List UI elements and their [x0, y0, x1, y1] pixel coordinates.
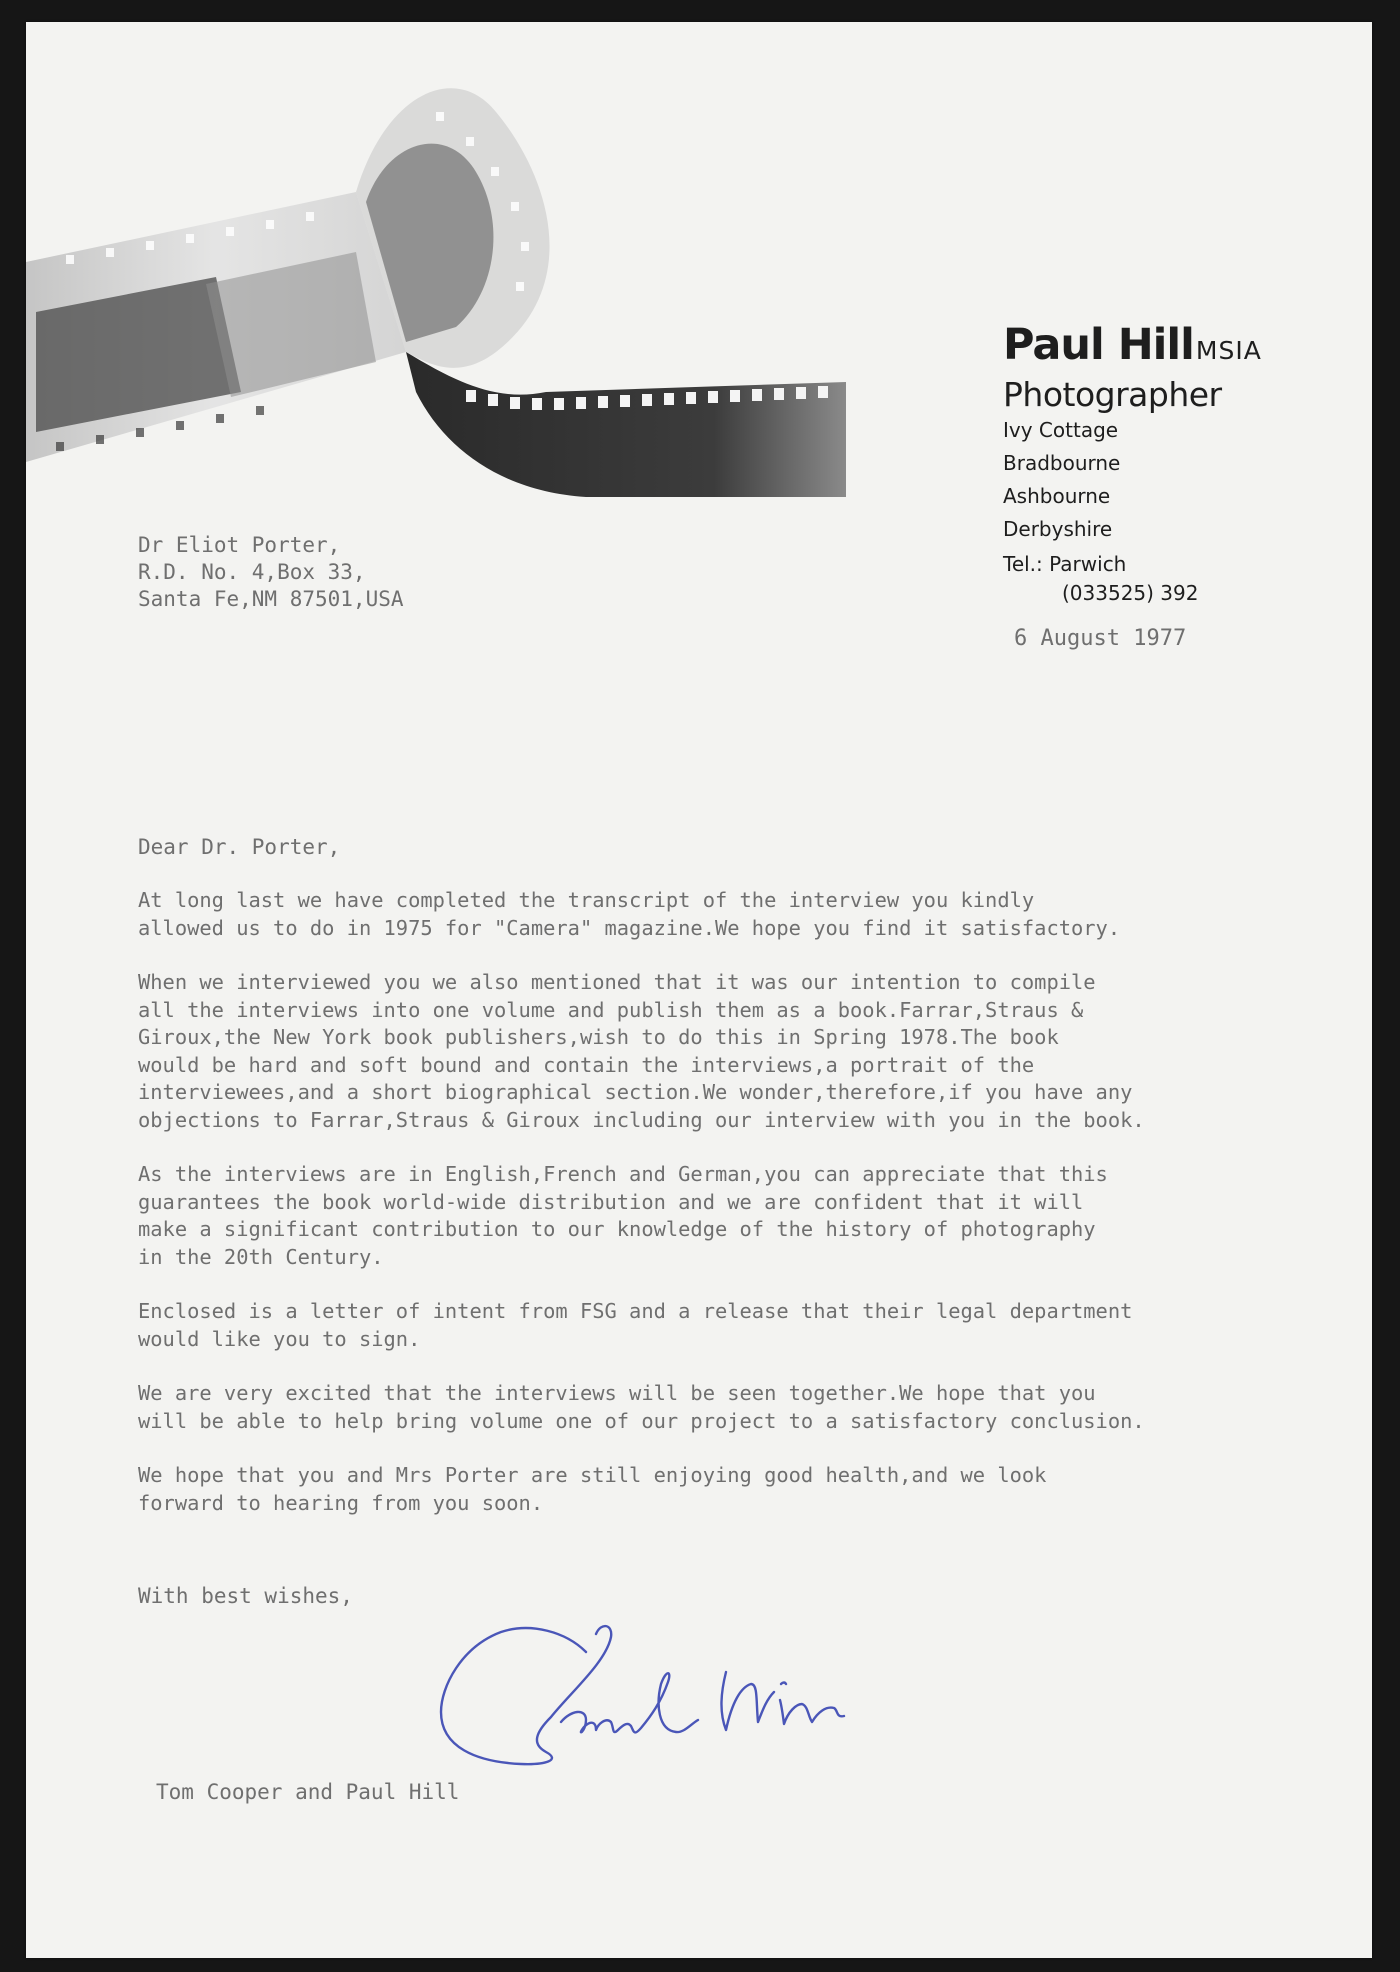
letter-sheet — [26, 22, 1372, 1958]
recipient-line: R.D. No. 4,Box 33, — [138, 560, 366, 584]
recipient-address — [138, 532, 404, 613]
body-paragraph: As the interviews are in English,French and German,you can appreciate that this guarantees the book world-wide distribution and we are confident that it will make a significant contribution to our knowledge of the history of photography in the 20th Century. — [138, 1162, 1108, 1269]
letterhead-address-line: Derbyshire — [1003, 517, 1113, 541]
body-paragraph: When we interviewed you we also mentioned that it was our intention to compile all the interviews into one volume and publish them as a book.Farrar,Straus & Giroux,the New York book publishers,wish to do this in Spring 1978.The book would be hard and soft bound and contain the interviews,a portrait of the interviewees,and a short biographical section.We wonder,therefore,if you have any objections to Farrar,Straus & Giroux including our interview with you in the book. — [138, 970, 1145, 1132]
letterhead-address-line: Ashbourne — [1003, 484, 1111, 508]
film-strip-image — [26, 52, 856, 512]
body-paragraph: We are very excited that the interviews will be seen together.We hope that you will be able to help bring volume one of our project to a satisfactory conclusion. — [138, 1381, 1145, 1433]
recipient-line: Santa Fe,NM 87501,USA — [138, 587, 404, 611]
handwritten-signature — [436, 1612, 976, 1802]
body-paragraph: At long last we have completed the transcript of the interview you kindly allowed us to do in 1975 for "Camera" magazine.We hope you find it satisfactory. — [138, 888, 1121, 940]
body-paragraph: We hope that you and Mrs Porter are still enjoying good health,and we look forward to hearing from you soon. — [138, 1463, 1047, 1515]
letterhead-address-line: Bradbourne — [1003, 451, 1121, 475]
signatories: Tom Cooper and Paul Hill — [156, 1780, 460, 1804]
letter-date: 6 August 1977 — [1014, 626, 1187, 651]
letter-body — [138, 887, 1360, 1544]
body-paragraph: Enclosed is a letter of intent from FSG and a release that their legal department would like you to sign. — [138, 1299, 1133, 1351]
letterhead-tel-label: Tel.: Parwich — [1003, 552, 1127, 576]
letterhead-name-line — [1003, 322, 1262, 374]
letterhead — [1003, 322, 1262, 607]
closing: With best wishes, — [138, 1584, 353, 1608]
letterhead-suffix: MSIA — [1195, 336, 1262, 365]
salutation: Dear Dr. Porter, — [138, 835, 341, 859]
recipient-line: Dr Eliot Porter, — [138, 533, 341, 557]
letterhead-address-line: Ivy Cottage — [1003, 418, 1119, 442]
letterhead-role: Photographer — [1003, 375, 1222, 414]
letterhead-tel-number: (033525) 392 — [1062, 581, 1199, 605]
letterhead-name: Paul Hill — [1003, 320, 1194, 370]
